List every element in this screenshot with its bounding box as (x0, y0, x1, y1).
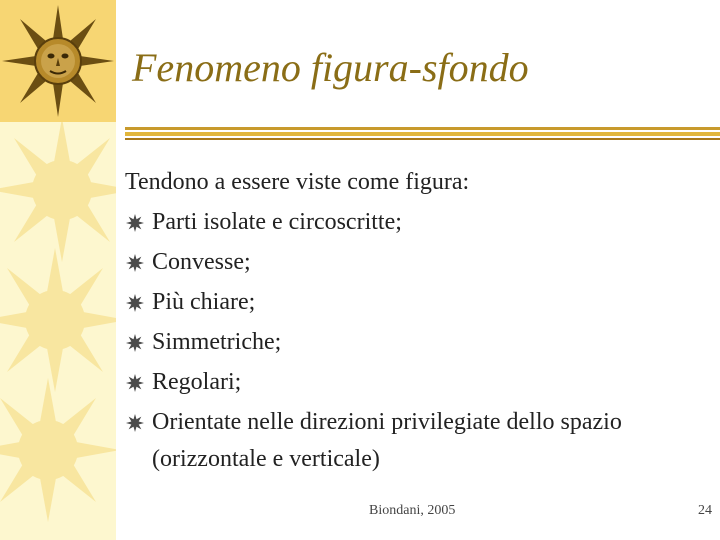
slide-body (125, 162, 715, 476)
list-item-text: Simmetriche; (152, 329, 282, 355)
asterisk-star-icon (125, 253, 145, 273)
asterisk-star-icon (125, 293, 145, 313)
list-item (125, 282, 715, 322)
intro-text: Tendono a essere viste come figura: (125, 169, 470, 195)
list-item (125, 362, 715, 402)
footer-text: Biondani, 2005 (369, 503, 456, 518)
page-number: 24 (698, 503, 712, 518)
sunburst-icon (0, 378, 116, 522)
logo-area (0, 0, 116, 122)
sunburst-icon (0, 118, 116, 262)
title-divider (125, 127, 720, 130)
title-divider (125, 138, 720, 140)
asterisk-star-icon (125, 413, 145, 433)
asterisk-star-icon (125, 213, 145, 233)
sun-face-icon (0, 0, 116, 122)
asterisk-star-icon (125, 333, 145, 353)
list-item-text: Orientate nelle direzioni privilegiate dello spazio (152, 409, 622, 435)
title-divider (125, 132, 720, 136)
list-item-text: Regolari; (152, 369, 242, 395)
list-item (125, 242, 715, 282)
list-item (125, 402, 715, 476)
list-item-text: Parti isolate e circoscritte; (152, 209, 402, 235)
sunburst-icon (0, 248, 116, 392)
list-item-text: Convesse; (152, 249, 251, 275)
slide-title: Fenomeno figura-sfondo (132, 45, 529, 90)
list-item (125, 202, 715, 242)
bullet-list (125, 202, 715, 476)
list-item (125, 322, 715, 362)
asterisk-star-icon (125, 373, 145, 393)
list-item-continuation: (orizzontale e verticale) (152, 446, 380, 472)
list-item-text: Più chiare; (152, 289, 256, 315)
